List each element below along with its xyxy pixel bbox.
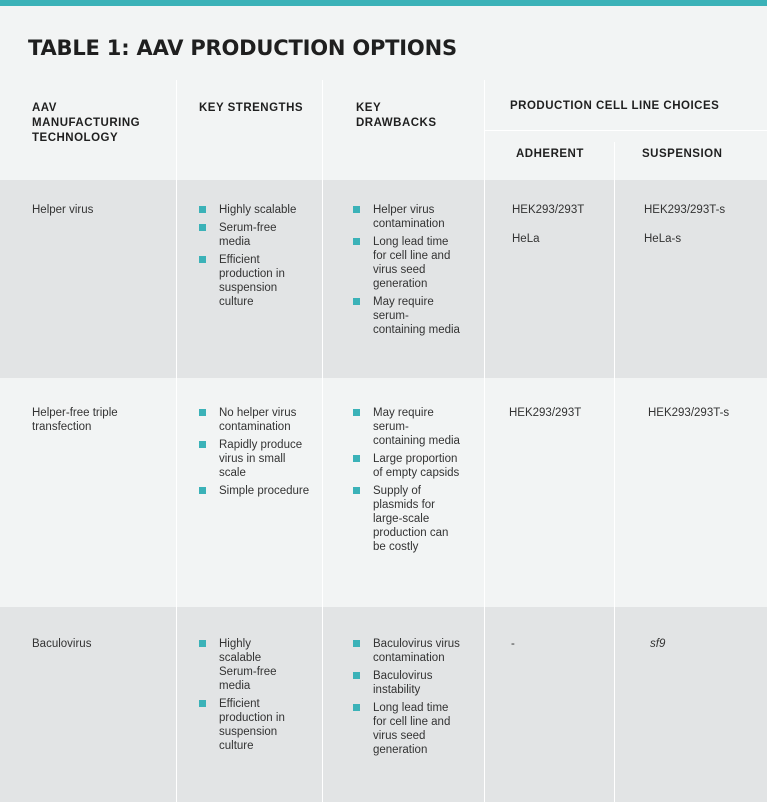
list-item: May require serum-containing media — [353, 406, 461, 448]
column-divider — [176, 80, 177, 802]
bullet-square-icon — [199, 441, 206, 448]
list-item: Long lead time for cell line and virus seed generation — [353, 235, 461, 291]
strengths-list — [199, 637, 289, 757]
bullet-square-icon — [199, 224, 206, 231]
list-item: Serum-free media — [199, 221, 309, 249]
adherent-value: HeLa — [512, 233, 540, 245]
list-item: Highly scalable — [199, 203, 309, 217]
drawbacks-list — [353, 637, 461, 761]
header-cell-lines: PRODUCTION CELL LINE CHOICES — [510, 100, 720, 112]
header-suspension: SUSPENSION — [642, 148, 723, 160]
bullet-square-icon — [353, 455, 360, 462]
header-adherent: ADHERENT — [516, 148, 584, 160]
bullet-square-icon — [353, 487, 360, 494]
bullet-square-icon — [353, 640, 360, 647]
column-divider — [484, 80, 485, 802]
list-item: Supply of plasmids for large-scale production can be costly — [353, 484, 461, 554]
list-item: Long lead time for cell line and virus seed generation — [353, 701, 461, 757]
drawbacks-list — [353, 406, 461, 558]
suspension-value: HEK293/293T-s — [648, 407, 730, 419]
bullet-square-icon — [199, 409, 206, 416]
list-item: Large proportion of empty capsids — [353, 452, 461, 480]
row-technology: Helper-free triple transfection — [32, 407, 118, 433]
bullet-square-icon — [353, 298, 360, 305]
header-technology: AAV MANUFACTURING TECHNOLOGY — [32, 102, 141, 144]
list-item: Simple procedure — [199, 484, 311, 498]
bullet-square-icon — [199, 256, 206, 263]
title-area — [0, 6, 767, 80]
adherent-value: HEK293/293T — [512, 204, 585, 216]
bullet-square-icon — [199, 700, 206, 707]
list-item: Baculovirus virus contamination — [353, 637, 461, 665]
list-item: No helper virus contamination — [199, 406, 311, 434]
list-item: Helper virus contamination — [353, 203, 461, 231]
bullet-square-icon — [199, 640, 206, 647]
header-strengths: KEY STRENGTHS — [199, 102, 304, 114]
drawbacks-list — [353, 203, 461, 341]
column-divider — [322, 80, 323, 802]
list-item: Rapidly produce virus in small scale — [199, 438, 311, 480]
adherent-value: - — [511, 638, 515, 650]
bullet-square-icon — [353, 409, 360, 416]
adherent-value: HEK293/293T — [509, 407, 582, 419]
bullet-square-icon — [199, 206, 206, 213]
row-technology: Helper virus — [32, 204, 94, 216]
bullet-square-icon — [199, 487, 206, 494]
row-technology: Baculovirus — [32, 638, 92, 650]
list-item: Efficient production in suspension culture — [199, 253, 309, 309]
bullet-square-icon — [353, 238, 360, 245]
list-item: May require serum-containing media — [353, 295, 461, 337]
suspension-value: HeLa-s — [644, 233, 682, 245]
list-item: Highly scalable Serum-free media — [199, 637, 289, 693]
list-item: Efficient production in suspension culture — [199, 697, 289, 753]
header-drawbacks: KEY DRAWBACKS — [356, 102, 437, 129]
bullet-square-icon — [353, 206, 360, 213]
list-item: Baculovirus instability — [353, 669, 461, 697]
table-title: TABLE 1: AAV PRODUCTION OPTIONS — [28, 36, 457, 60]
subheader-divider — [484, 130, 767, 131]
column-divider — [614, 142, 615, 802]
strengths-list — [199, 203, 309, 313]
suspension-value: HEK293/293T-s — [644, 204, 726, 216]
bullet-square-icon — [353, 672, 360, 679]
strengths-list — [199, 406, 311, 502]
suspension-value: sf9 — [650, 638, 666, 650]
bullet-square-icon — [353, 704, 360, 711]
